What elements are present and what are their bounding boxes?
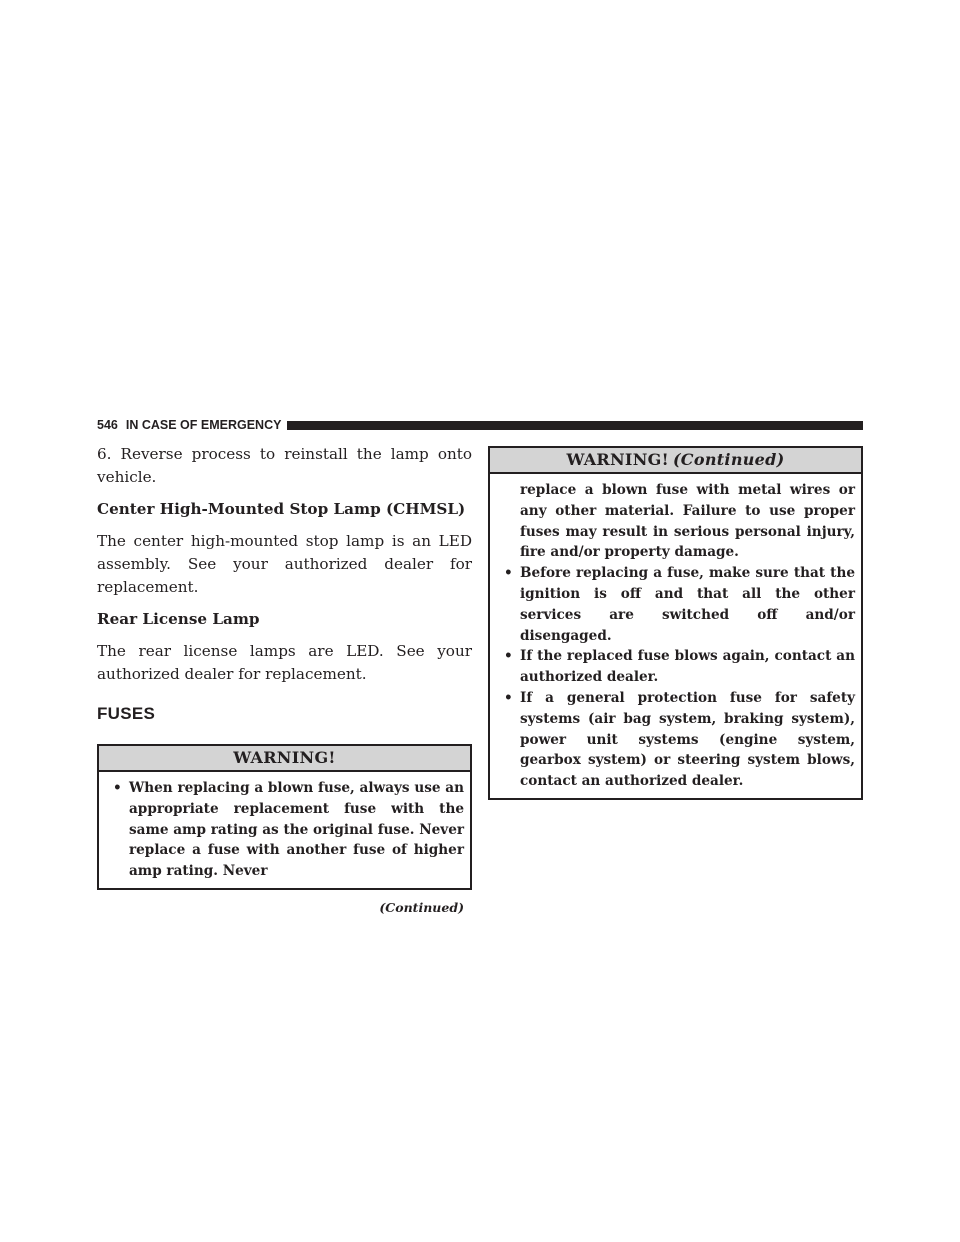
chmsl-text: The center high-mounted stop lamp is an LED assembly. See your authorized dealer for replacement. [97,532,472,596]
license-lamp-heading: Rear License Lamp [97,610,260,628]
warning-body [490,474,861,798]
warning-item [504,563,855,646]
warning-list [113,778,464,882]
left-column [97,443,472,915]
warning-continued-label: (Continued) [672,450,785,469]
warning-box [97,744,472,890]
warning-title: WARNING! [233,748,336,767]
warning-list [504,563,855,792]
page-number: 546 [97,418,118,432]
bullet-icon: • [113,780,122,796]
section-title: IN CASE OF EMERGENCY [125,418,282,432]
warning-item-text: When replacing a blown fuse, always use an appropriate replacement fuse with the same amp rating as the original fuse. Never replace a fuse with another fuse of higher amp rating. Never [129,780,464,880]
warning-item-text: If the replaced fuse blows again, contact an authorized dealer. [520,648,855,686]
step-6-text: 6. Reverse process to reinstall the lamp onto vehicle. [97,445,472,486]
bullet-icon: • [504,565,513,582]
page-header [97,418,863,432]
warning-header [490,448,861,474]
warning-item [504,646,855,688]
warning-header [99,746,470,772]
warning-item [113,778,464,882]
fuses-heading: FUSES [97,704,156,723]
warning-item-text: Before replacing a fuse, make sure that the ignition is off and that all the other services are switched off and/or disengaged. [520,565,855,644]
warning-item-text: If a general protection fuse for safety systems (air bag system, braking system), power unit systems (engine system, gearbox system) or steering system blows, contact an authorized dealer. [520,689,855,790]
bullet-icon: • [504,689,513,706]
license-lamp-text: The rear license lamps are LED. See your authorized dealer for replacement. [97,642,472,683]
right-column [488,446,863,800]
warning-item [504,688,855,792]
warning-continuation-text: replace a blown fuse with metal wires or any other material. Failure to use proper fuses may result in serious personal injury, fire and/or property damage. [520,482,855,561]
warning-box-continued [488,446,863,800]
warning-body [99,772,470,888]
chmsl-heading: Center High-Mounted Stop Lamp (CHMSL) [97,500,466,518]
continued-note: (Continued) [379,899,464,915]
header-rule [287,421,863,430]
bullet-icon: • [504,648,513,665]
warning-title: WARNING! [566,450,669,469]
